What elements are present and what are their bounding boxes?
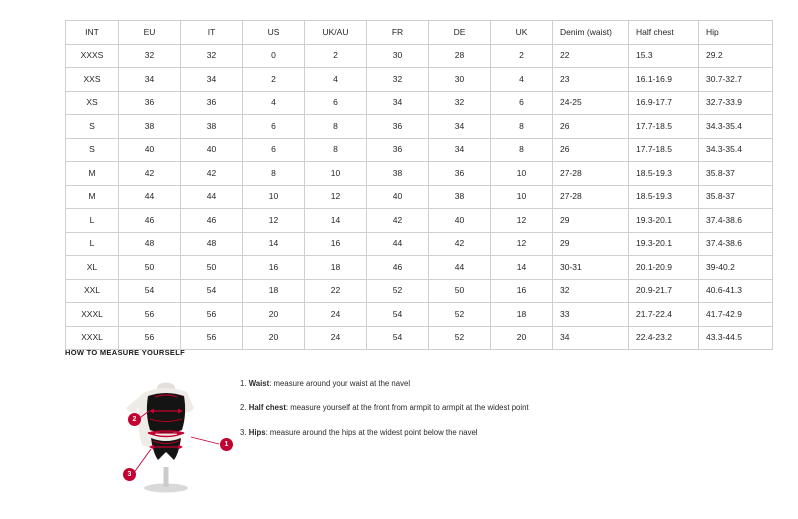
cell-us: 18: [243, 279, 305, 303]
column-header-it: IT: [181, 21, 243, 45]
cell-uk: 20: [491, 326, 553, 350]
cell-denim-waist: 30-31: [553, 256, 629, 280]
cell-it: 50: [181, 256, 243, 280]
cell-int: XXXL: [66, 326, 119, 350]
cell-fr: 38: [367, 162, 429, 186]
cell-it: 54: [181, 279, 243, 303]
instruction-waist: [240, 379, 710, 388]
cell-denim-waist: 29: [553, 209, 629, 233]
cell-eu: 32: [119, 44, 181, 68]
cell-us: 6: [243, 138, 305, 162]
cell-eu: 48: [119, 232, 181, 256]
column-header-hip: Hip: [699, 21, 773, 45]
cell-fr: 42: [367, 209, 429, 233]
cell-de: 34: [429, 138, 491, 162]
cell-int: XXL: [66, 279, 119, 303]
cell-de: 30: [429, 68, 491, 92]
cell-half-chest: 18.5-19.3: [629, 162, 699, 186]
cell-int: XL: [66, 256, 119, 280]
cell-hip: 29.2: [699, 44, 773, 68]
cell-it: 40: [181, 138, 243, 162]
cell-de: 44: [429, 256, 491, 280]
cell-uk: 6: [491, 91, 553, 115]
cell-int: XS: [66, 91, 119, 115]
table-row: [66, 279, 773, 303]
cell-half-chest: 20.9-21.7: [629, 279, 699, 303]
cell-ukau: 24: [305, 303, 367, 327]
cell-half-chest: 21.7-22.4: [629, 303, 699, 327]
instruction-term-half-chest: Half chest: [248, 403, 286, 413]
cell-half-chest: 17.7-18.5: [629, 138, 699, 162]
column-header-half-chest: Half chest: [629, 21, 699, 45]
cell-int: L: [66, 232, 119, 256]
cell-us: 20: [243, 303, 305, 327]
cell-eu: 54: [119, 279, 181, 303]
cell-uk: 14: [491, 256, 553, 280]
cell-it: 36: [181, 91, 243, 115]
instruction-number-1: 1.: [240, 379, 247, 388]
cell-it: 48: [181, 232, 243, 256]
column-header-uk: UK: [491, 21, 553, 45]
cell-eu: 50: [119, 256, 181, 280]
cell-de: 50: [429, 279, 491, 303]
cell-us: 0: [243, 44, 305, 68]
how-to-measure-body: [65, 367, 732, 497]
cell-denim-waist: 27-28: [553, 185, 629, 209]
column-header-de: DE: [429, 21, 491, 45]
cell-hip: 37.4-38.6: [699, 232, 773, 256]
cell-us: 12: [243, 209, 305, 233]
table-row: [66, 162, 773, 186]
instruction-text-waist: : measure around your waist at the navel: [269, 379, 411, 388]
cell-eu: 56: [119, 303, 181, 327]
cell-hip: 30.7-32.7: [699, 68, 773, 92]
measure-badge-3: 3: [123, 468, 136, 481]
cell-half-chest: 22.4-23.2: [629, 326, 699, 350]
table-row: [66, 68, 773, 92]
cell-de: 28: [429, 44, 491, 68]
cell-half-chest: 19.3-20.1: [629, 232, 699, 256]
cell-half-chest: 16.9-17.7: [629, 91, 699, 115]
instruction-hips: [240, 428, 710, 437]
cell-fr: 54: [367, 303, 429, 327]
cell-ukau: 12: [305, 185, 367, 209]
cell-fr: 34: [367, 91, 429, 115]
cell-hip: 35.8-37: [699, 185, 773, 209]
cell-ukau: 16: [305, 232, 367, 256]
table-header-row: [66, 21, 773, 45]
cell-eu: 56: [119, 326, 181, 350]
cell-half-chest: 20.1-20.9: [629, 256, 699, 280]
cell-ukau: 10: [305, 162, 367, 186]
how-to-measure-title: HOW TO MEASURE YOURSELF: [65, 348, 185, 357]
instruction-term-waist: Waist: [248, 379, 270, 388]
cell-hip: 41.7-42.9: [699, 303, 773, 327]
cell-it: 46: [181, 209, 243, 233]
cell-denim-waist: 34: [553, 326, 629, 350]
cell-it: 44: [181, 185, 243, 209]
cell-it: 56: [181, 326, 243, 350]
cell-int: L: [66, 209, 119, 233]
cell-eu: 34: [119, 68, 181, 92]
cell-ukau: 8: [305, 138, 367, 162]
cell-half-chest: 15.3: [629, 44, 699, 68]
cell-ukau: 2: [305, 44, 367, 68]
measure-instructions: [240, 379, 710, 452]
measure-badge-1: 1: [220, 438, 233, 451]
table-row: [66, 256, 773, 280]
cell-hip: 37.4-38.6: [699, 209, 773, 233]
instruction-term-hips: Hips: [248, 427, 266, 437]
cell-denim-waist: 24-25: [553, 91, 629, 115]
instruction-text-hips: : measure around the hips at the widest point below the navel: [265, 427, 478, 437]
table-row: [66, 209, 773, 233]
cell-denim-waist: 26: [553, 138, 629, 162]
cell-it: 42: [181, 162, 243, 186]
cell-denim-waist: 23: [553, 68, 629, 92]
how-to-measure-section: [65, 348, 732, 497]
cell-de: 52: [429, 326, 491, 350]
cell-ukau: 24: [305, 326, 367, 350]
cell-int: XXS: [66, 68, 119, 92]
cell-fr: 30: [367, 44, 429, 68]
table-row: [66, 115, 773, 139]
cell-us: 14: [243, 232, 305, 256]
cell-it: 38: [181, 115, 243, 139]
cell-denim-waist: 32: [553, 279, 629, 303]
mannequin-illustration: [101, 375, 231, 495]
cell-fr: 52: [367, 279, 429, 303]
cell-half-chest: 19.3-20.1: [629, 209, 699, 233]
cell-hip: 34.3-35.4: [699, 115, 773, 139]
column-header-fr: FR: [367, 21, 429, 45]
cell-de: 32: [429, 91, 491, 115]
cell-it: 34: [181, 68, 243, 92]
cell-denim-waist: 22: [553, 44, 629, 68]
column-header-int: INT: [66, 21, 119, 45]
cell-eu: 36: [119, 91, 181, 115]
cell-fr: 54: [367, 326, 429, 350]
cell-uk: 10: [491, 185, 553, 209]
cell-ukau: 8: [305, 115, 367, 139]
instruction-number-2: 2.: [240, 403, 247, 413]
cell-de: 38: [429, 185, 491, 209]
cell-hip: 40.6-41.3: [699, 279, 773, 303]
size-chart-table: [65, 20, 773, 350]
cell-de: 40: [429, 209, 491, 233]
instruction-text-half-chest: : measure yourself at the front from armpit to armpit at the widest point: [285, 403, 529, 413]
cell-uk: 2: [491, 44, 553, 68]
cell-hip: 43.3-44.5: [699, 326, 773, 350]
cell-us: 16: [243, 256, 305, 280]
cell-us: 10: [243, 185, 305, 209]
cell-int: M: [66, 185, 119, 209]
column-header-us: US: [243, 21, 305, 45]
cell-ukau: 18: [305, 256, 367, 280]
cell-it: 56: [181, 303, 243, 327]
column-header-eu: EU: [119, 21, 181, 45]
cell-us: 20: [243, 326, 305, 350]
cell-uk: 18: [491, 303, 553, 327]
cell-hip: 34.3-35.4: [699, 138, 773, 162]
table-row: [66, 91, 773, 115]
cell-denim-waist: 26: [553, 115, 629, 139]
cell-us: 4: [243, 91, 305, 115]
cell-half-chest: 16.1-16.9: [629, 68, 699, 92]
cell-hip: 32.7-33.9: [699, 91, 773, 115]
cell-uk: 12: [491, 232, 553, 256]
cell-int: XXXL: [66, 303, 119, 327]
cell-it: 32: [181, 44, 243, 68]
cell-eu: 44: [119, 185, 181, 209]
cell-ukau: 14: [305, 209, 367, 233]
cell-fr: 40: [367, 185, 429, 209]
cell-denim-waist: 33: [553, 303, 629, 327]
size-chart-container: [65, 20, 742, 350]
table-row: [66, 303, 773, 327]
table-row: [66, 232, 773, 256]
cell-int: S: [66, 115, 119, 139]
cell-uk: 8: [491, 138, 553, 162]
cell-eu: 38: [119, 115, 181, 139]
table-row: [66, 44, 773, 68]
cell-int: M: [66, 162, 119, 186]
cell-uk: 12: [491, 209, 553, 233]
cell-de: 36: [429, 162, 491, 186]
cell-int: XXXS: [66, 44, 119, 68]
cell-denim-waist: 27-28: [553, 162, 629, 186]
table-row: [66, 185, 773, 209]
cell-hip: 39-40.2: [699, 256, 773, 280]
cell-uk: 10: [491, 162, 553, 186]
column-header-ukau: UK/AU: [305, 21, 367, 45]
instruction-number-3: 3.: [240, 427, 247, 437]
cell-half-chest: 18.5-19.3: [629, 185, 699, 209]
table-row: [66, 326, 773, 350]
cell-fr: 46: [367, 256, 429, 280]
cell-eu: 46: [119, 209, 181, 233]
measure-badge-2: 2: [128, 413, 141, 426]
column-header-denim-waist: Denim (waist): [553, 21, 629, 45]
cell-int: S: [66, 138, 119, 162]
table-row: [66, 138, 773, 162]
cell-de: 42: [429, 232, 491, 256]
instruction-half-chest: [240, 403, 710, 412]
cell-hip: 35.8-37: [699, 162, 773, 186]
cell-half-chest: 17.7-18.5: [629, 115, 699, 139]
cell-ukau: 22: [305, 279, 367, 303]
cell-de: 52: [429, 303, 491, 327]
cell-us: 6: [243, 115, 305, 139]
cell-eu: 40: [119, 138, 181, 162]
cell-de: 34: [429, 115, 491, 139]
cell-uk: 8: [491, 115, 553, 139]
cell-uk: 4: [491, 68, 553, 92]
cell-fr: 44: [367, 232, 429, 256]
cell-fr: 36: [367, 115, 429, 139]
cell-ukau: 4: [305, 68, 367, 92]
cell-eu: 42: [119, 162, 181, 186]
cell-denim-waist: 29: [553, 232, 629, 256]
cell-ukau: 6: [305, 91, 367, 115]
cell-fr: 32: [367, 68, 429, 92]
cell-uk: 16: [491, 279, 553, 303]
cell-us: 8: [243, 162, 305, 186]
cell-fr: 36: [367, 138, 429, 162]
cell-us: 2: [243, 68, 305, 92]
